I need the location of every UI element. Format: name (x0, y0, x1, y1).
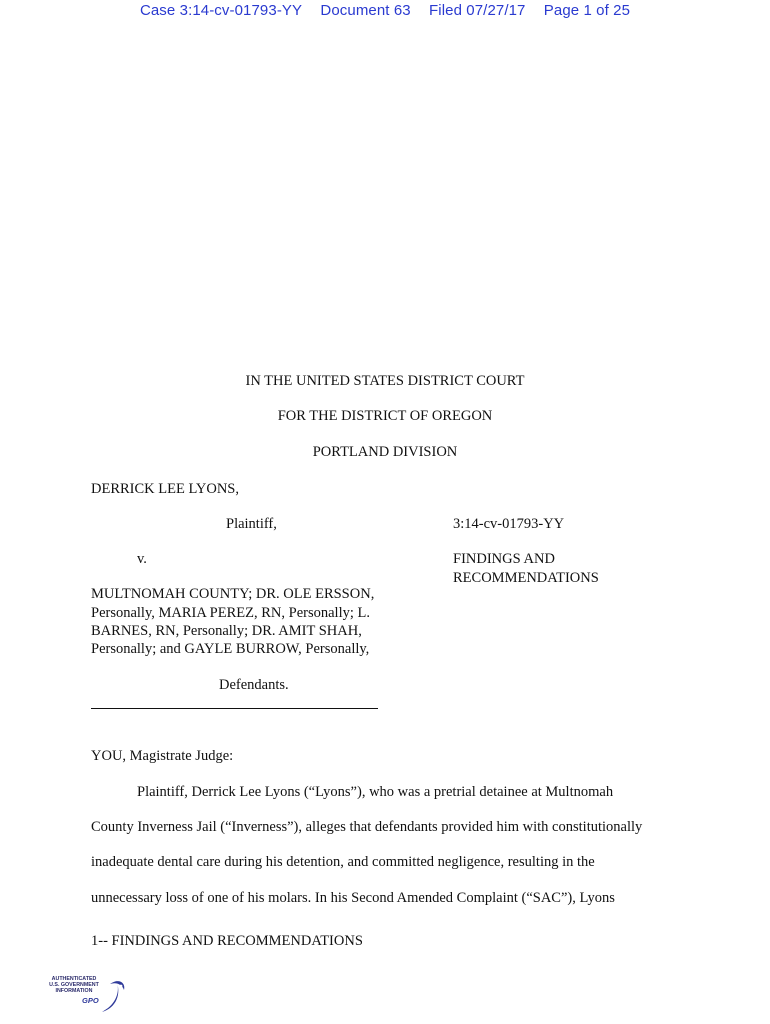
document-number-header: Document 63 (320, 2, 411, 19)
eagle-icon (96, 974, 128, 1016)
page-count-header: Page 1 of 25 (543, 2, 631, 19)
paragraph-line: Plaintiff, Derrick Lee Lyons (“Lyons”), who was a pretrial detainee at Multnomah (137, 784, 614, 800)
gpo-mark: GPO (82, 996, 99, 1005)
case-number-header: Case 3:14-cv-01793-YY (139, 2, 303, 19)
defendants-line: BARNES, RN, Personally; DR. AMIT SHAH, (91, 623, 362, 639)
document-title-line-1: FINDINGS AND (453, 551, 555, 567)
logo-line: INFORMATION (55, 988, 93, 994)
caption-rule (91, 708, 378, 709)
paragraph-line: unnecessary loss of one of his molars. In his Second Amended Complaint (“SAC”), Lyons (91, 890, 615, 906)
logo-line: U.S. GOVERNMENT (49, 982, 99, 988)
court-district: FOR THE DISTRICT OF OREGON (277, 408, 493, 424)
case-number: 3:14-cv-01793-YY (453, 516, 565, 532)
plaintiff-name: DERRICK LEE LYONS, (91, 481, 239, 497)
judge-line: YOU, Magistrate Judge: (91, 748, 234, 764)
filed-date-header: Filed 07/27/17 (429, 2, 526, 19)
plaintiff-role: Plaintiff, (226, 516, 277, 532)
gpo-authentication-logo (44, 974, 128, 1016)
paragraph-line: County Inverness Jail (“Inverness”), alleges that defendants provided him with constitutionally (91, 819, 643, 835)
page-footer: 1-- FINDINGS AND RECOMMENDATIONS (91, 933, 363, 949)
ecf-header (0, 2, 770, 19)
versus: v. (137, 551, 147, 567)
defendants-line: MULTNOMAH COUNTY; DR. OLE ERSSON, (91, 586, 375, 602)
defendants-line: Personally; and GAYLE BURROW, Personally, (91, 641, 370, 657)
logo-line: AUTHENTICATED (51, 976, 97, 982)
court-division: PORTLAND DIVISION (312, 444, 458, 460)
defendants-role: Defendants. (219, 677, 289, 693)
court-name: IN THE UNITED STATES DISTRICT COURT (245, 373, 525, 389)
defendants-line: Personally, MARIA PEREZ, RN, Personally; L. (91, 605, 370, 621)
paragraph-line: inadequate dental care during his detention, and committed negligence, resulting in the (91, 854, 595, 870)
document-title-line-2: RECOMMENDATIONS (453, 570, 599, 586)
